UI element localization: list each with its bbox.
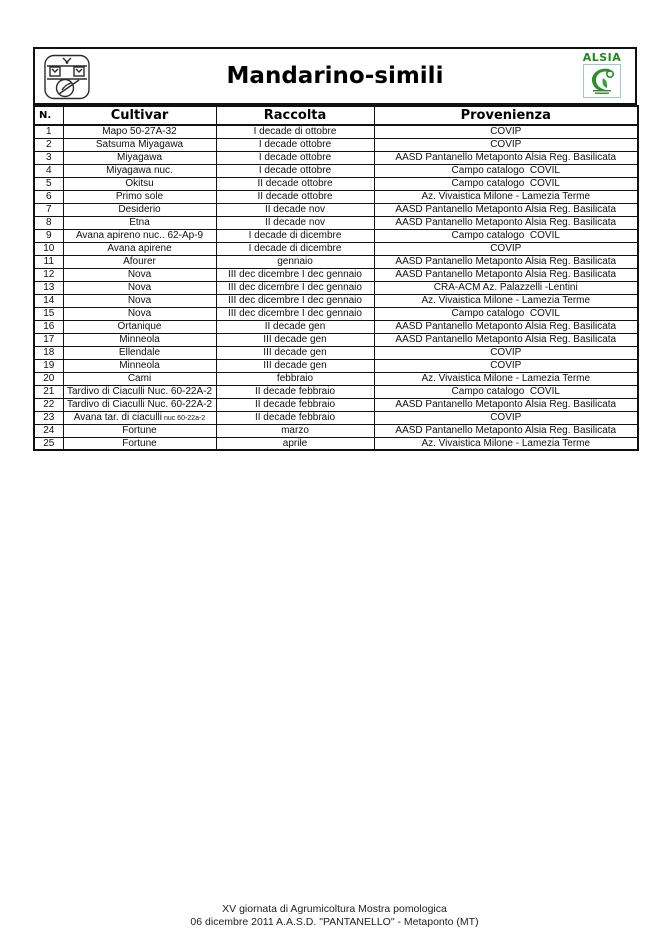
- cell-provenienza: COVIP: [374, 242, 638, 255]
- cell-n: 7: [34, 203, 63, 216]
- cell-n: 20: [34, 372, 63, 385]
- table-row: [34, 307, 638, 320]
- cell-cultivar: Tardivo di Ciaculli Nuc. 60-22A-2: [63, 398, 216, 411]
- page-footer: [0, 903, 669, 928]
- cell-cultivar: Satsuma Miyagawa: [63, 138, 216, 151]
- table-row: [34, 138, 638, 151]
- alsia-logo-text: ALSIA: [582, 51, 622, 64]
- cell-cultivar: Mapo 50-27A-32: [63, 125, 216, 138]
- cell-n: 4: [34, 164, 63, 177]
- crest-logo-icon: [43, 54, 95, 100]
- table-row: [34, 281, 638, 294]
- cell-provenienza: COVIP: [374, 125, 638, 138]
- cell-provenienza: AASD Pantanello Metaponto Alsia Reg. Basilicata: [374, 398, 638, 411]
- column-header-cultivar: Cultivar: [63, 106, 216, 125]
- table-row: [34, 203, 638, 216]
- cell-n: 24: [34, 424, 63, 437]
- cell-provenienza: Campo catalogo COVIL: [374, 385, 638, 398]
- cell-raccolta: III dec dicembre I dec gennaio: [216, 268, 374, 281]
- cell-cultivar: Fortune: [63, 437, 216, 450]
- cell-n: 6: [34, 190, 63, 203]
- document-header: [33, 47, 637, 105]
- cell-cultivar: Nova: [63, 268, 216, 281]
- cell-raccolta: II decade febbraio: [216, 411, 374, 424]
- cell-n: 22: [34, 398, 63, 411]
- table-row: [34, 177, 638, 190]
- alsia-logo-icon: [577, 52, 627, 102]
- column-header-provenienza: Provenienza: [374, 106, 638, 125]
- cultivar-table: [33, 105, 639, 451]
- cell-n: 25: [34, 437, 63, 450]
- cell-n: 11: [34, 255, 63, 268]
- table-row: [34, 398, 638, 411]
- cell-raccolta: I decade di dicembre: [216, 229, 374, 242]
- cell-raccolta: II decade nov: [216, 203, 374, 216]
- table-row: [34, 372, 638, 385]
- cell-provenienza: Campo catalogo COVIL: [374, 164, 638, 177]
- cell-cultivar: Avana apirene: [63, 242, 216, 255]
- cell-cultivar: Afourer: [63, 255, 216, 268]
- cell-provenienza: AASD Pantanello Metaponto Alsia Reg. Basilicata: [374, 216, 638, 229]
- cell-raccolta: III dec dicembre I dec gennaio: [216, 307, 374, 320]
- cell-provenienza: COVIP: [374, 346, 638, 359]
- cell-provenienza: Campo catalogo COVIL: [374, 307, 638, 320]
- cell-cultivar-suffix: nuc 60-22a-2: [162, 414, 206, 422]
- cell-n: 23: [34, 411, 63, 424]
- cell-provenienza: Campo catalogo COVIL: [374, 177, 638, 190]
- cell-provenienza: CRA-ACM Az. Palazzelli -Lentini: [374, 281, 638, 294]
- cell-raccolta: II decade febbraio: [216, 385, 374, 398]
- column-header-raccolta: Raccolta: [216, 106, 374, 125]
- cell-raccolta: I decade ottobre: [216, 138, 374, 151]
- cell-cultivar: Ellendale: [63, 346, 216, 359]
- cell-cultivar: Primo sole: [63, 190, 216, 203]
- table-row: [34, 242, 638, 255]
- page-title: Mandarino-simili: [226, 63, 444, 89]
- cell-cultivar: Nova: [63, 281, 216, 294]
- cell-n: 3: [34, 151, 63, 164]
- cell-cultivar: Avana apireno nuc.. 62-Ap-9: [63, 229, 216, 242]
- cell-cultivar: Okitsu: [63, 177, 216, 190]
- cell-provenienza: AASD Pantanello Metaponto Alsia Reg. Basilicata: [374, 268, 638, 281]
- cell-raccolta: gennaio: [216, 255, 374, 268]
- table-row: [34, 268, 638, 281]
- cell-n: 8: [34, 216, 63, 229]
- table-row: [34, 255, 638, 268]
- cell-n: 12: [34, 268, 63, 281]
- table-row: [34, 164, 638, 177]
- table-row: [34, 229, 638, 242]
- cell-raccolta: aprile: [216, 437, 374, 450]
- cell-cultivar: Miyagawa: [63, 151, 216, 164]
- cell-raccolta: III decade gen: [216, 359, 374, 372]
- cell-n: 9: [34, 229, 63, 242]
- cell-cultivar: Etna: [63, 216, 216, 229]
- cell-cultivar: Avana tar. di ciaculli nuc 60-22a-2: [63, 411, 216, 424]
- cell-raccolta: III decade gen: [216, 333, 374, 346]
- table-row: [34, 216, 638, 229]
- cell-cultivar: Tardivo di Ciaculli Nuc. 60-22A-2: [63, 385, 216, 398]
- cell-provenienza: AASD Pantanello Metaponto Alsia Reg. Basilicata: [374, 255, 638, 268]
- cell-raccolta: I decade ottobre: [216, 164, 374, 177]
- cell-cultivar: Ortanique: [63, 320, 216, 333]
- cell-cultivar: Cami: [63, 372, 216, 385]
- cell-provenienza: Campo catalogo COVIL: [374, 229, 638, 242]
- cell-provenienza: AASD Pantanello Metaponto Alsia Reg. Basilicata: [374, 333, 638, 346]
- table-row: [34, 385, 638, 398]
- cell-raccolta: I decade ottobre: [216, 151, 374, 164]
- cell-cultivar: Desiderio: [63, 203, 216, 216]
- footer-line-1: XV giornata di Agrumicoltura Mostra pomologica: [222, 903, 447, 915]
- cell-raccolta: I decade di dicembre: [216, 242, 374, 255]
- cell-raccolta: II decade ottobre: [216, 190, 374, 203]
- cell-provenienza: AASD Pantanello Metaponto Alsia Reg. Basilicata: [374, 203, 638, 216]
- cell-provenienza: Az. Vivaistica Milone - Lamezia Terme: [374, 294, 638, 307]
- table-row: [34, 333, 638, 346]
- cell-cultivar: Minneola: [63, 333, 216, 346]
- cell-provenienza: COVIP: [374, 359, 638, 372]
- table-row: [34, 151, 638, 164]
- table-header-row: [34, 106, 638, 125]
- cell-provenienza: AASD Pantanello Metaponto Alsia Reg. Basilicata: [374, 424, 638, 437]
- cell-provenienza: COVIP: [374, 411, 638, 424]
- table-body: [34, 125, 638, 450]
- cell-raccolta: I decade di ottobre: [216, 125, 374, 138]
- cell-cultivar: Fortune: [63, 424, 216, 437]
- cell-n: 15: [34, 307, 63, 320]
- table-row: [34, 190, 638, 203]
- footer-line-2: 06 dicembre 2011 A.A.S.D. "PANTANELLO" - Metaponto (MT): [190, 915, 479, 928]
- alsia-logo-emblem-icon: [583, 64, 621, 98]
- cell-provenienza: Az. Vivaistica Milone - Lamezia Terme: [374, 190, 638, 203]
- cell-n: 14: [34, 294, 63, 307]
- table-row: [34, 294, 638, 307]
- table-row: [34, 320, 638, 333]
- cell-cultivar: Minneola: [63, 359, 216, 372]
- cell-n: 1: [34, 125, 63, 138]
- cell-provenienza: AASD Pantanello Metaponto Alsia Reg. Basilicata: [374, 320, 638, 333]
- cell-raccolta: II decade nov: [216, 216, 374, 229]
- cell-n: 16: [34, 320, 63, 333]
- cell-raccolta: III dec dicembre I dec gennaio: [216, 281, 374, 294]
- cell-raccolta: II decade ottobre: [216, 177, 374, 190]
- column-header-n: N.: [34, 106, 63, 125]
- table-row: [34, 411, 638, 424]
- cell-provenienza: Az. Vivaistica Milone - Lamezia Terme: [374, 372, 638, 385]
- cell-provenienza: AASD Pantanello Metaponto Alsia Reg. Basilicata: [374, 151, 638, 164]
- cell-cultivar: Miyagawa nuc.: [63, 164, 216, 177]
- cell-raccolta: III dec dicembre I dec gennaio: [216, 294, 374, 307]
- cell-cultivar: Nova: [63, 294, 216, 307]
- cell-provenienza: Az. Vivaistica Milone - Lamezia Terme: [374, 437, 638, 450]
- cell-n: 10: [34, 242, 63, 255]
- cell-n: 18: [34, 346, 63, 359]
- cell-n: 2: [34, 138, 63, 151]
- cell-n: 13: [34, 281, 63, 294]
- cell-raccolta: III decade gen: [216, 346, 374, 359]
- table-row: [34, 437, 638, 450]
- cell-provenienza: COVIP: [374, 138, 638, 151]
- cell-cultivar: Nova: [63, 307, 216, 320]
- table-row: [34, 125, 638, 138]
- cell-n: 19: [34, 359, 63, 372]
- table-row: [34, 346, 638, 359]
- cell-n: 17: [34, 333, 63, 346]
- cell-raccolta: II decade gen: [216, 320, 374, 333]
- cell-n: 5: [34, 177, 63, 190]
- cell-n: 21: [34, 385, 63, 398]
- table-row: [34, 424, 638, 437]
- cell-raccolta: II decade febbraio: [216, 398, 374, 411]
- table-row: [34, 359, 638, 372]
- cell-raccolta: marzo: [216, 424, 374, 437]
- cell-raccolta: febbraio: [216, 372, 374, 385]
